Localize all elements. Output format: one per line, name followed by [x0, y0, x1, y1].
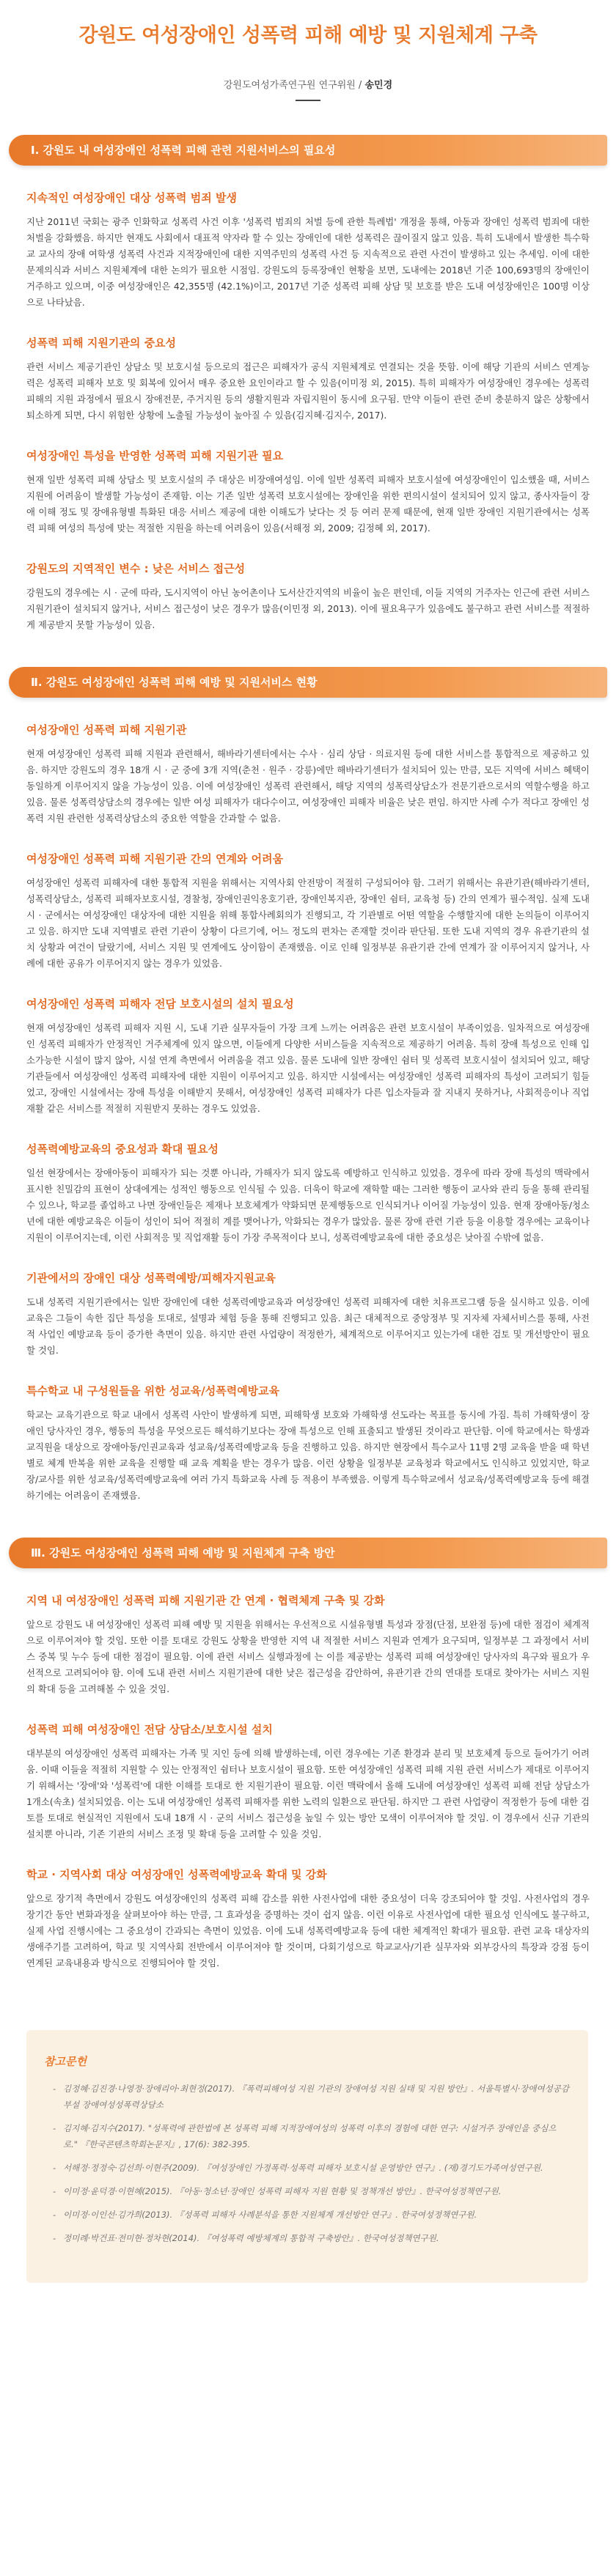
reference-text: 이미정·이인선·김가희(2013). 『성폭력 피해자 사례분석을 통한 지원체계 개선방안 연구』. 한국여성정책연구원. [63, 2210, 477, 2220]
references-box [26, 2030, 588, 2283]
subsection-heading: 특수학교 내 구성원들을 위한 성교육/성폭력예방교육 [26, 1384, 280, 1398]
author-name: 송민경 [364, 80, 393, 91]
bullet-dash-icon: - [53, 2233, 56, 2243]
section-title: Ⅲ. 강원도 여성장애인 성폭력 피해 예방 및 지원체계 구축 방안 [31, 1546, 335, 1560]
subsection-heading: 성폭력 피해 지원기관의 중요성 [26, 336, 177, 350]
subsection-heading: 강원도의 지역적인 변수 : 낮은 서비스 접근성 [26, 562, 246, 575]
bottom-space [0, 2283, 616, 2327]
bullet-dash-icon: - [53, 2084, 56, 2094]
body-paragraph: 일선 현장에서는 장애아동이 피해자가 되는 것뿐 아니라, 가해자가 되지 않도록 예방하고 인식하고 있었음. 경우에 따라 장애 특성의 맥락에서 표시한 친밀감의 표현이 상대에게는 성적인 행동으로 인식될 수 있음. 더욱이 학교에 재학할 때는 그러한 행동이 교사와 관리 등을 통해 관리될 수 있으나, 학교를 졸업하고 나면 장애인들은 제재나 보호체계가 약화되면 문제행동으로 인식되거나 이어질 가능성이 있음. 현재 장애아동/청소년에 대한 예방교육은 이들이 성인이 되어 적절히 계를 맺어나가, 악화되는 경우가 많았음. 물론 장애 관련 기관 등을 이용할 경우에는 교육이나 지원이 이루어지는데, 이런 사회적응 및 직업재활 등이 가장 주목적이다 보니, 성폭력예방교육에 대한 중요성은 낮아질 수밖에 없음. [26, 1167, 590, 1243]
references-list [44, 2081, 571, 2246]
body-paragraph: 학교는 교육기관으로 학교 내에서 성폭력 사안이 발생하게 되면, 피해학생 보호와 가해학생 선도라는 목표를 동시에 가짐. 특히 가해학생이 장애인 당사자인 경우, 행동의 특성을 무엇으로든 해석하기보다는 장애 특성으로 인해 표출되고 발생된 것이라고 판단함. 이에 학교에서는 학생과 교직원을 대상으로 장애아동/인권교육과 성교육/성폭력예방교육 등을 진행하고 있음. 하지만 현장에서 특수교사 11명 2명 교육을 받을 때 학년별로 체계 반복을 위한 교육을 진행할 때 교육 계획을 받는 경우가 많음. 이런 상황을 일정부분 교육청과 학교에서도 인식하고 있었지만, 학교장/교사를 위한 성교육/성폭력예방교육에 여러 가지 특화교육 사례 등 적용이 부족했음. 이렇게 특수학교에서 성교육/성폭력예방교육 등에 해결하기에는 어려움이 존재했음. [26, 1409, 590, 1501]
subsection-heading: 성폭력예방교육의 중요성과 확대 필요성 [26, 1143, 219, 1156]
subsection-heading: 여성장애인 성폭력 피해 지원기관 간의 연계와 어려움 [26, 852, 284, 866]
references-title: 참고문헌 [44, 2055, 87, 2068]
bullet-dash-icon: - [53, 2123, 56, 2133]
subsection-heading: 성폭력 피해 여성장애인 전담 상담소/보호시설 설치 [26, 1723, 273, 1736]
bullet-dash-icon: - [53, 2163, 56, 2173]
section-header-1 [9, 135, 607, 166]
subsection-heading: 여성장애인 특성을 반영한 성폭력 피해 지원기관 필요 [26, 449, 284, 462]
section-header-2 [9, 667, 607, 698]
subsection-heading: 지속적인 여성장애인 대상 성폭력 범죄 발생 [26, 191, 237, 204]
subsection-heading: 지역 내 여성장애인 성폭력 피해 지원기관 간 연계 · 협력체계 구축 및 강화 [26, 1594, 385, 1607]
reference-text: 서해정·정정숙·김선희·이현주(2009). 『여성장애인 가정폭력·성폭력 피해자 보호시설 운영방안 연구』. (재)경기도가족여성연구원. [63, 2163, 543, 2173]
reference-item [44, 2081, 571, 2113]
author-affiliation: 강원도여성가족연구원 연구위원 / [223, 80, 365, 91]
title-divider [296, 100, 320, 101]
reference-text: 김정혜·김진경·나영정·장애리아·최현정(2017). 『폭력피해여성 지원 기관의 장애여성 지원 실태 및 지원 방안』. 서울특별시·장애여성공감 부설 장애여성성폭력상담소 [63, 2084, 569, 2110]
body-paragraph: 지난 2011년 국회는 광주 인화학교 성폭력 사건 이후 '성폭력 범죄의 처벌 등에 관한 특례법' 개정을 통해, 아동과 장애인 성폭력 범죄에 대한 처벌을 강화했음. 하지만 현재도 사회에서 대표적 약자라 할 수 있는 장애인에 대한 성폭력은 끊이질지 않고 있음. 특히 도내에서 발생한 특수학교 교사의 장애 여학생 성폭력 사건과 지적장애인에 대한 지역주민의 성폭력 사건 등 지속적으로 관련 사건이 발생하고 있는 추세임. 이에 대한 문제의식과 서비스 지원체계에 대한 논의가 필요한 시점임. 강원도의 등록장애인 현황을 보면, 도내에는 2018년 기준 100,693명의 장애인이 거주하고 있으며, 이중 여성장애인은 42,355명 (42.1%)이고, 2017년 기준 성폭력 피해 상담 및 보호를 받은 도내 여성장애인은 100명 이상으로 나타났음. [26, 216, 590, 308]
subsection-heading: 여성장애인 성폭력 피해 지원기관 [26, 723, 187, 737]
bullet-dash-icon: - [53, 2210, 56, 2220]
page-title: 강원도 여성장애인 성폭력 피해 예방 및 지원체계 구축 [78, 24, 538, 47]
reference-item [44, 2160, 571, 2176]
body-paragraph: 현재 여성장애인 성폭력 피해 지원과 관련해서, 해바라기센터에서는 수사 · 심리 상담 · 의료지원 등에 대한 서비스를 통합적으로 제공하고 있음. 하지만 강원도의 경우 18개 시 · 군 중에 3개 지역(춘천 · 원주 · 강릉)에만 해바라기센터가 설치되어 있는 만큼, 모든 지역에 서비스 혜택이 동일하게 이루어지지 않을 가능성이 있음. 이에 여성장애인 성폭력 관련해서, 해당 지역의 성폭력상담소가 전문기관으로서의 역할수행을 하고 있음. 물론 성폭력상담소의 경우에는 일반 여성 피해자가 대다수이고, 여성장애인 피해자 비율은 낮은 편임. 하지만 사례 수가 적다고 장애인 성폭력 지원 관련한 성폭력상담소의 중요한 역할을 간과할 수 없음. [26, 748, 590, 824]
reference-item [44, 2230, 571, 2246]
bullet-dash-icon: - [53, 2186, 56, 2196]
body-paragraph: 관련 서비스 제공기관인 상담소 및 보호시설 등으로의 접근은 피해자가 공식 지원체계로 연결되는 것을 뜻함. 이에 해당 기관의 서비스 연계능력은 성폭력 피해자 보호 및 회복에 있어서 매우 중요한 요인이라고 할 수 있음(이미정 외, 2015). 특히 피해자가 여성장애인 경우에는 성폭력 피해의 지원 과정에서 필요시 장애전문, 주거지원 등의 생활지원과 자립지원이 동시에 요구됨. 만약 이들이 관련 준비 충분하지 않은 상황에서 퇴소하게 되면, 다시 위험한 상황에 노출될 가능성이 높아질 수 있음(김지혜·김지수, 2017). [26, 361, 590, 421]
subsection-heading: 기관에서의 장애인 대상 성폭력예방/피해자지원교육 [26, 1272, 276, 1285]
body-paragraph: 현재 여성장애인 성폭력 피해자 지원 시, 도내 기관 실무자들이 가장 크게 느끼는 어려움은 관련 보호시설이 부족이었음. 일차적으로 여성장애인 성폭력 피해자가 안정적인 거주체계에 있지 않으면, 이들에게 다양한 서비스들을 지속적으로 제공하기 어려움. 특히 장애 특성으로 인해 입소가능한 시설이 많지 않아, 시설 연계 측면에서 어려움을 겪고 있음. 물론 도내에 일반 장애인 쉼터 및 성폭력 보호시설이 설치되어 있고, 해당 기관들에서 여성장애인 성폭력 피해자에 대한 지원이 이루어지고 있음. 하지만 시설에서는 여성장애인 성폭력 피해자의 특성이 고려되기 힘들었고, 장애인 시설에서는 장애 특성을 이해받지 못해서, 여성장애인 성폭력 피해자가 다른 입소자들과 잘 지내지 못하거나, 사회적응이나 직업재활 같은 서비스를 적절히 지원받지 못하는 경우도 있었음. [26, 1022, 590, 1114]
body-paragraph: 앞으로 장기적 측면에서 강원도 여성장애인의 성폭력 피해 감소를 위한 사전사업에 대한 중요성이 더욱 강조되어야 할 것임. 사전사업의 경우 장기간 동안 변화과정을 살펴보아야 하는 만큼, 그 효과성을 증명하는 것이 쉽지 않음. 이런 이유로 사전사업에 대한 필요성 인식에도 불구하고, 실제 사업 진행시에는 그 중요성이 간과되는 측면이 있었음. 이에 도내 성폭력예방교육 등에 대한 체계적인 확대가 필요함. 관련 교육 대상자의 생애주기를 고려하여, 학교 및 지역사회 전반에서 이루어져야 할 것이며, 다회기성으로 학교교사/기관 실무자와 외부강사의 특장과 강점 등이 연계된 교육내용과 방식으로 진행되어야 할 것임. [26, 1893, 590, 1968]
body-paragraph: 여성장애인 성폭력 피해자에 대한 통합적 지원을 위해서는 지역사회 안전망이 적절히 구성되어야 함. 그러기 위해서는 유관기관(해바라기센터, 성폭력상담소, 성폭력 피해자보호시설, 경찰청, 장애인권익옹호기관, 장애인복지관, 장애인 쉼터, 교육청 등) 간의 연계가 필수적임. 실제 도내 시 · 군에서는 여성장애인 대상자에 대한 지원을 위해 통합사례회의가 진행되고, 각 기관별로 어떤 역할을 수행할지에 대한 논의들이 이루어지고 있음. 하지만 도내 지역별로 관련 기관이 상황이 다르기에, 어느 정도의 편차는 존재할 것이라 판단됨. 또한 도내 지역의 경우 유관기관의 설치 상황과 여건이 달랐기에, 서비스 지원 및 연계에도 상이함이 존재했음. 이로 인해 일정부분 유관기관 간에 연계가 잘 이루어지지 않거나, 사례에 대한 공유가 이루어지지 않는 경우가 있었음. [26, 877, 590, 969]
body-paragraph: 강원도의 경우에는 시 · 군에 따라, 도시지역이 아닌 농어촌이나 도서산간지역의 비율이 높은 편인데, 이들 지역의 거주자는 인근에 관련 서비스 지원기관이 설치되지 않거나, 서비스 접근성이 낮은 경우가 많음(이민정 외, 2013). 이에 필요욕구가 있음에도 불구하고 관련 서비스를 적절하게 제공받지 못할 가능성이 있음. [26, 587, 590, 630]
body-paragraph: 대부분의 여성장애인 성폭력 피해자는 가족 및 지인 등에 의해 발생하는데, 이런 경우에는 기존 환경과 분리 및 보호체계 등으로 들어가기 어려움. 이때 이들을 적절히 지원할 수 있는 안정적인 쉼터나 보호시설이 필요함. 또한 여성장애인 성폭력 피해 지원 관련 서비스가 제대로 이루어지기 위해서는 '장애'와 '성폭력'에 대한 이해를 토대로 한 지원기관이 필요함. 이런 맥락에서 올해 도내에 여성장애인 성폭력 피해 전담 상담소가 1개소(속초) 설치되었음. 이는 도내 여성장애인 성폭력 피해자를 위한 노력의 일환으로 판단됨. 하지만 그 관련 사업량이 적정한가 등에 대한 검토를 토대로 현실적인 지원에서 도내 18개 시 · 군의 서비스 접근성을 높일 수 있는 방안 모색이 이루어져야 할 것임. 이 경우에서 신규 기관의 설치뿐 아니라, 기존 기관의 서비스 조정 및 확대 등을 고려할 수 있을 것임. [26, 1748, 590, 1839]
reference-text: 김지혜·김지수(2017). "성폭력에 관한법에 본 성폭력 피해 지적장애여성의 성폭력 이후의 경험에 대한 연구: 시설거주 장애인을 중심으로." 『한국콘텐츠학회논문지』, 17(6): 382-395. [63, 2123, 557, 2149]
reference-item [44, 2120, 571, 2152]
author-byline [0, 79, 616, 92]
reference-text: 정미례·박건표·전미현·정차현(2014). 『여성폭력 예방체계의 통합적 구축방안』. 한국여성정책연구원. [63, 2233, 439, 2243]
section-title: Ⅱ. 강원도 여성장애인 성폭력 피해 예방 및 지원서비스 현황 [31, 676, 318, 689]
section-title: Ⅰ. 강원도 내 여성장애인 성폭력 피해 관련 지원서비스의 필요성 [31, 144, 336, 157]
section-header-3 [9, 1538, 607, 1568]
body-paragraph: 앞으로 강원도 내 여성장애인 성폭력 피해 예방 및 지원을 위해서는 우선적으로 시설유형별 특성과 장점(단점, 보완점 등)에 대한 점검이 체계적으로 이루어져야 할 것임. 또한 이를 토대로 강원도 상황을 반영한 지역 내 적절한 서비스 지원과 연계가 요구되며, 일정부분 그 과정에서 서비스 중복 및 누수 등에 대한 점검이 필요함. 이에 관련 서비스 실행과정에 는 이를 제공받는 성폭력 피해 여성장애인 당사자의 욕구와 필요가 우선적으로 고려되어야 함. 이에 도내 관련 서비스 지원기관에 대한 낮은 접근성을 감안하여, 유관기관 간의 연대를 토대로 찾아가는 서비스 지원의 확대 등을 고려해볼 수 있을 것임. [26, 1619, 590, 1694]
reference-item [44, 2207, 571, 2223]
subsection-heading: 여성장애인 성폭력 피해자 전담 보호시설의 설치 필요성 [26, 997, 294, 1011]
subsection-heading: 학교 · 지역사회 대상 여성장애인 성폭력예방교육 확대 및 강화 [26, 1868, 327, 1881]
reference-item [44, 2183, 571, 2199]
body-paragraph: 현재 일반 성폭력 피해 상담소 및 보호시설의 주 대상은 비장애여성임. 이에 일반 성폭력 피해자 보호시설에 여성장애인이 입소했을 때, 서비스 지원에 어려움이 발생할 가능성이 존재함. 이는 기존 일반 성폭력 보호시설에는 장애인을 위한 편의시설이 설치되어 있지 않고, 종사자들이 장애 이해 정도 및 장애유형별 특화된 대응 서비스 제공에 대한 이해도가 낮다는 것 등 여러 문제 때문에, 현재 일반 장애인 지원기관에서는 성폭력 피해 여성의 특성에 맞는 적절한 지원을 하는데 어려움이 있음(서해정 외, 2009; 김정혜 외, 2017). [26, 474, 590, 534]
body-paragraph: 도내 성폭력 지원기관에서는 일반 장애인에 대한 성폭력예방교육과 여성장애인 성폭력 피해자에 대한 치유프로그램 등을 실시하고 있음. 이에 교육은 그들이 속한 집단 특성을 토대로, 설명과 체험 등을 통해 진행되고 있음. 최근 대체적으로 중앙정부 및 지자체 자체서비스를 통해, 사전적 사업인 예방교육 등이 증가한 측면이 있음. 하지만 관련 사업량이 적정한가, 체계적으로 이루어지고 있는가에 대한 검토 및 개선방안이 필요할 것임. [26, 1296, 590, 1356]
reference-text: 이미정·윤덕경·이현혜(2015). 『아동·청소년·장애인 성폭력 피해자 지원 현황 및 정책개선 방안』. 한국여성정책연구원. [63, 2186, 502, 2196]
sections-container [0, 135, 616, 1971]
